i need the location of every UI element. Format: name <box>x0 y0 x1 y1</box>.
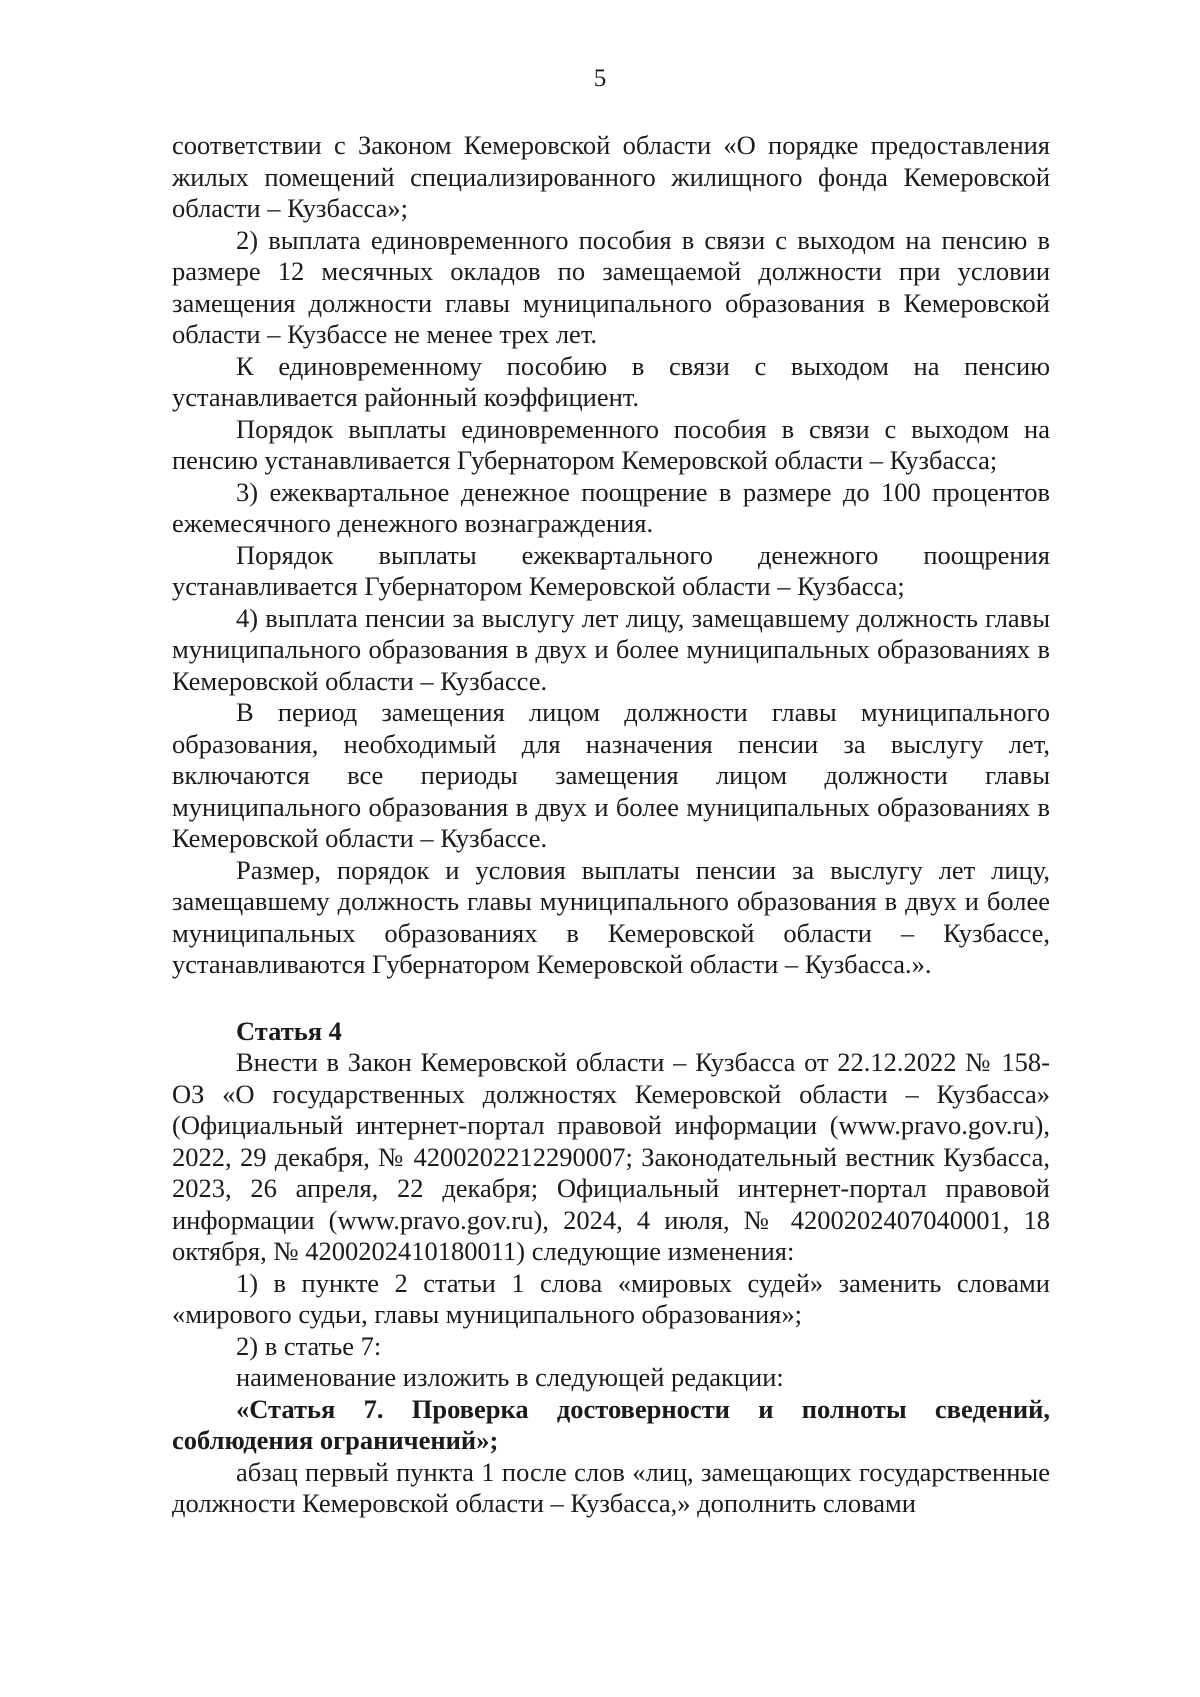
paragraph-period: В период замещения лицом должности главы муниципального образования, необходимый для назначения пенсии за выслугу лет, включаются все периоды замещения лицом должности главы муниципального образования в двух и более муниципальных образованиях в Кемеровской области – Кузбассе. <box>172 697 1050 853</box>
paragraph-title-change: наименование изложить в следующей редакции: <box>236 1362 784 1392</box>
paragraph-item-4: 4) выплата пенсии за выслугу лет лицу, замещавшему должность главы муниципального образования в двух и более муниципальных образованиях в Кемеровской области – Кузбассе. <box>172 602 1050 696</box>
paragraph-amend-item-2: 2) в статье 7: <box>236 1330 382 1361</box>
article-heading: Статья 4 <box>236 1015 342 1046</box>
paragraph-order-quarterly: Порядок выплаты ежеквартального денежного поощрения устанавливается Губернатором Кемеровской области – Кузбасса; <box>172 539 1050 601</box>
paragraph-order-lump-sum: Порядок выплаты единовременного пособия в связи с выходом на пенсию устанавливается Губернатором Кемеровской области – Кузбасса; <box>172 413 1050 475</box>
paragraph-amend-item-1: 1) в пункте 2 статьи 1 слова «мировых судей» заменить словами «мирового судьи, главы муниципального образования»; <box>172 1267 1050 1329</box>
paragraph-amend-law: Внести в Закон Кемеровской области – Кузбасса от 22.12.2022 № 158-ОЗ «О государственных должностях Кемеровской области – Кузбасса» (Официальный интернет-портал правовой информации (www.pravo.gov.ru), 2022, 29 декабря, № 4200202212290007; Законодательный вестник Кузбасса, 2023, 26 апреля, 22 декабря; Официальный интернет-портал правовой информации (www.pravo.gov.ru), 2024, 4 июля, № 4200202407040001, 18 октября, № 4200202410180011) следующие изменения: <box>172 1047 1050 1266</box>
paragraph-pension-size: Размер, порядок и условия выплаты пенсии за выслугу лет лицу, замещавшему должность главы муниципального образования в двух и более муниципальных образованиях в Кемеровской области – Кузбассе, устанавливаются Губернатором Кемеровской области – Кузбасса.». <box>172 854 1050 979</box>
page-number: 5 <box>593 65 607 92</box>
paragraph-continuation: соответствии с Законом Кемеровской области «О порядке предоставления жилых помещений специализированного жилищного фонда Кемеровской области – Кузбасса»; <box>172 130 1050 223</box>
new-article-title: «Статья 7. Проверка достоверности и полноты сведений, соблюдения ограничений»; <box>172 1393 1050 1455</box>
paragraph-final: абзац первый пункта 1 после слов «лиц, замещающих государственные должности Кемеровской области – Кузбасса,» дополнить словами <box>172 1456 1050 1518</box>
document-body <box>172 130 1050 1520</box>
paragraph-item-3: 3) ежеквартальное денежное поощрение в размере до 100 процентов ежемесячного денежного вознаграждения. <box>172 476 1050 538</box>
paragraph-item-2: 2) выплата единовременного пособия в связи с выходом на пенсию в размере 12 месячных окладов по замещаемой должности при условии замещения должности главы муниципального образования в Кемеровской области – Кузбассе не менее трех лет. <box>172 224 1050 349</box>
paragraph-coefficient: К единовременному пособию в связи с выходом на пенсию устанавливается районный коэффициент. <box>172 350 1050 412</box>
